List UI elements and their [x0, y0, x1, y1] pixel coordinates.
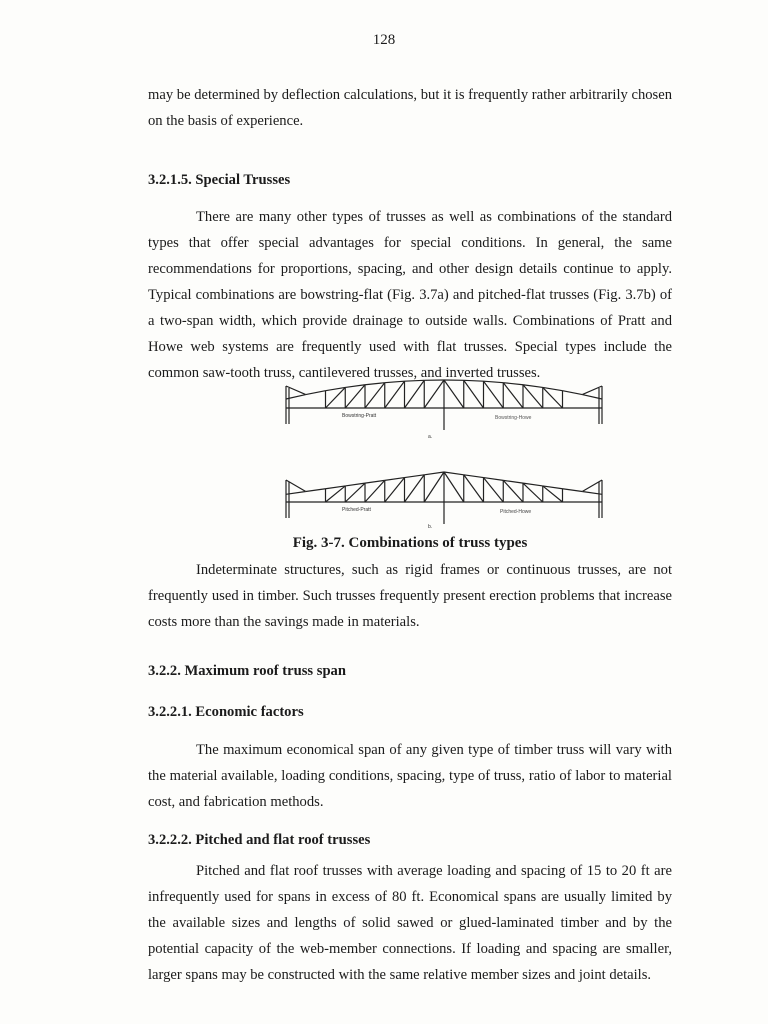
- truss-diagonal-member: [424, 472, 444, 502]
- truss-diagonal-member: [444, 380, 464, 408]
- truss-diagonal-member: [405, 380, 425, 408]
- truss-diagonal-member: [503, 480, 523, 502]
- truss-diagonal-member: [385, 478, 405, 502]
- figure-tag-b: b.: [428, 524, 433, 530]
- truss-diagonal-member: [484, 478, 504, 502]
- pitched-truss-diagram: [286, 472, 602, 524]
- truss-top-chord: [503, 383, 523, 385]
- truss-diagonal-member: [424, 380, 444, 408]
- truss-top-chord: [385, 381, 405, 382]
- label-pitched-pratt: Pitched-Pratt: [342, 507, 371, 513]
- truss-diagonal-member: [464, 380, 484, 408]
- truss-diagonal-member: [385, 381, 405, 408]
- truss-diagonal-member: [405, 475, 425, 502]
- heading-maximum-span: 3.2.2. Maximum roof truss span: [148, 663, 346, 679]
- heading-economic-factors: 3.2.2.1. Economic factors: [148, 704, 304, 720]
- truss-diagonal-member: [464, 475, 484, 502]
- paragraph-indeterminate: Indeterminate structures, such as rigid frames or continuous trusses, are not frequently used in timber. Such trusses frequently present erection problems that increase costs more than the savings made in materials.: [148, 562, 672, 630]
- paragraph-deflection: may be determined by deflection calculations, but it is frequently rather arbitrarily chosen on the basis of experience.: [148, 87, 672, 129]
- truss-top-chord: [424, 472, 444, 475]
- truss-top-chord: [365, 383, 385, 385]
- truss-top-chord: [484, 381, 504, 382]
- truss-top-chord: [523, 385, 543, 388]
- page-number: 128: [372, 32, 396, 48]
- truss-top-chord: [345, 385, 365, 388]
- truss-diagonal-member: [444, 472, 464, 502]
- truss-diagonal-member: [365, 383, 385, 408]
- label-bowstring-pratt: Bowstring-Pratt: [342, 413, 377, 419]
- truss-top-chord: [563, 391, 583, 395]
- truss-diagonal-member: [365, 480, 385, 502]
- truss-top-chord: [306, 489, 326, 492]
- truss-top-chord: [405, 380, 425, 381]
- truss-top-chord: [464, 380, 484, 381]
- truss-diagonal-member: [484, 381, 504, 408]
- truss-top-chord: [444, 472, 464, 475]
- truss-diagonal-member: [345, 385, 365, 408]
- heading-pitched-flat: 3.2.2.2. Pitched and flat roof trusses: [148, 832, 371, 848]
- truss-top-chord: [484, 478, 504, 481]
- paragraph-economic-factors: The maximum economical span of any given type of timber truss will vary with the material available, loading conditions, spacing, type of truss, ratio of labor to material cost, and fabrication methods.: [148, 742, 672, 810]
- figure-tag-a: a.: [428, 434, 433, 440]
- truss-diagonal-member: [523, 385, 543, 408]
- truss-top-chord: [405, 475, 425, 478]
- label-bowstring-howe: Bowstring-Howe: [495, 415, 532, 421]
- truss-figure: [280, 378, 610, 538]
- truss-top-chord: [464, 475, 484, 478]
- paragraph-special-trusses: There are many other types of trusses as well as combinations of the standard types that offer special advantages for special conditions. In general, the same recommendations for proportions, spacing, and other design details continue to apply. Typical combinations are bowstring-flat (Fig. 3.7a) and pitched-flat trusses (Fig. 3.7b) of a two-span width, which provide drainage to outside walls. Combinations of Pratt and Howe web systems are frequently used with flat trusses. Special types include the common saw-tooth truss, cantilevered trusses, and inverted trusses.: [148, 209, 672, 381]
- truss-top-chord: [563, 489, 583, 492]
- truss-top-chord: [385, 478, 405, 481]
- truss-top-chord: [306, 391, 326, 395]
- truss-diagonal-member: [503, 383, 523, 408]
- heading-special-trusses: 3.2.1.5. Special Trusses: [148, 172, 291, 188]
- bowstring-truss-diagram: [286, 380, 602, 430]
- paragraph-pitched-flat: Pitched and flat roof trusses with average loading and spacing of 15 to 20 ft are infrequently used for spans in excess of 80 ft. Economical spans are usually limited by the available sizes and lengths of solid sawed or glued-laminated timber and by the potential capacity of the web-member connections. If loading and spacing are smaller, larger spans may be constructed with the same relative member sizes and joint details.: [148, 863, 672, 983]
- figure-caption: Fig. 3-7. Combinations of truss types: [292, 535, 528, 551]
- label-pitched-howe: Pitched-Howe: [500, 509, 532, 515]
